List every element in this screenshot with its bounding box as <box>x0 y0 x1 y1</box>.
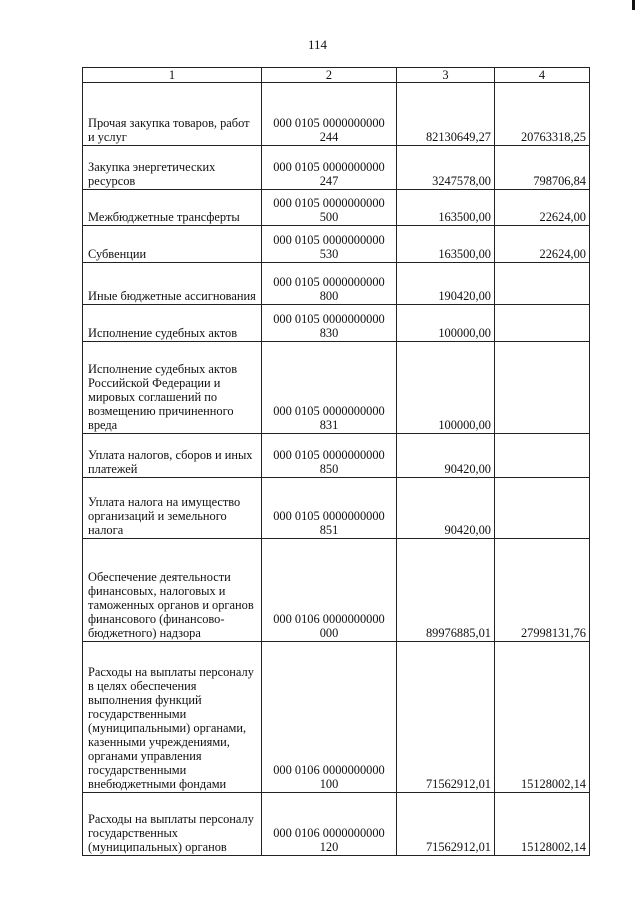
row-value-col3: 90420,00 <box>397 434 495 478</box>
row-name: Межбюджетные трансферты <box>83 190 262 226</box>
row-value-col3: 190420,00 <box>397 263 495 305</box>
row-value-col3: 100000,00 <box>397 305 495 342</box>
table-row <box>83 342 590 434</box>
row-value-col4: 22624,00 <box>495 226 590 263</box>
row-value-col3: 3247578,00 <box>397 146 495 190</box>
table-row <box>83 190 590 226</box>
page-number: 114 <box>307 37 328 52</box>
table-row <box>83 793 590 856</box>
row-value-col4 <box>495 342 590 434</box>
row-value-col3: 89976885,01 <box>397 539 495 642</box>
budget-table <box>82 67 590 856</box>
row-value-col3: 163500,00 <box>397 190 495 226</box>
row-value-col4: 15128002,14 <box>495 642 590 793</box>
row-name: Расходы на выплаты персоналу в целях обеспечения выполнения функций государственными (муниципальными) органами, казенными учреждениями, органами управления государственными внебюджетными фондами <box>83 642 262 793</box>
row-name: Исполнение судебных актов <box>83 305 262 342</box>
row-code: 000 0105 0000000000 500 <box>262 190 397 226</box>
row-value-col4: 798706,84 <box>495 146 590 190</box>
row-code: 000 0106 0000000000 100 <box>262 642 397 793</box>
row-code: 000 0105 0000000000 851 <box>262 478 397 539</box>
header-cell-4: 4 <box>495 68 590 83</box>
row-value-col3: 71562912,01 <box>397 642 495 793</box>
row-name: Уплата налогов, сборов и иных платежей <box>83 434 262 478</box>
row-value-col3: 163500,00 <box>397 226 495 263</box>
row-code: 000 0105 0000000000 530 <box>262 226 397 263</box>
table-row <box>83 642 590 793</box>
row-value-col4: 22624,00 <box>495 190 590 226</box>
table-row <box>83 478 590 539</box>
row-code: 000 0105 0000000000 247 <box>262 146 397 190</box>
row-code: 000 0105 0000000000 850 <box>262 434 397 478</box>
row-value-col4: 27998131,76 <box>495 539 590 642</box>
row-value-col4 <box>495 434 590 478</box>
row-value-col3: 90420,00 <box>397 478 495 539</box>
row-name: Прочая закупка товаров, работ и услуг <box>83 83 262 146</box>
row-name: Субвенции <box>83 226 262 263</box>
row-code: 000 0105 0000000000 830 <box>262 305 397 342</box>
row-value-col4 <box>495 263 590 305</box>
table-row <box>83 305 590 342</box>
header-row <box>83 68 590 83</box>
row-name: Обеспечение деятельности финансовых, налоговых и таможенных органов и органов финансового (финансово-бюджетного) надзора <box>83 539 262 642</box>
header-cell-1: 1 <box>83 68 262 83</box>
row-code: 000 0105 0000000000 800 <box>262 263 397 305</box>
table-row <box>83 83 590 146</box>
header-cell-2: 2 <box>262 68 397 83</box>
row-code: 000 0105 0000000000 831 <box>262 342 397 434</box>
table-row <box>83 263 590 305</box>
row-name: Расходы на выплаты персоналу государственных (муниципальных) органов <box>83 793 262 856</box>
row-value-col4 <box>495 305 590 342</box>
table-row <box>83 146 590 190</box>
row-value-col3: 82130649,27 <box>397 83 495 146</box>
row-value-col3: 71562912,01 <box>397 793 495 856</box>
row-value-col4: 20763318,25 <box>495 83 590 146</box>
row-value-col4 <box>495 478 590 539</box>
table-row <box>83 539 590 642</box>
row-value-col3: 100000,00 <box>397 342 495 434</box>
table-row <box>83 434 590 478</box>
table-row <box>83 226 590 263</box>
row-name: Уплата налога на имущество организаций и земельного налога <box>83 478 262 539</box>
row-code: 000 0105 0000000000 244 <box>262 83 397 146</box>
row-name: Закупка энергетических ресурсов <box>83 146 262 190</box>
row-name: Исполнение судебных актов Российской Федерации и мировых соглашений по возмещению причиненного вреда <box>83 342 262 434</box>
row-code: 000 0106 0000000000 120 <box>262 793 397 856</box>
header-cell-3: 3 <box>397 68 495 83</box>
row-code: 000 0106 0000000000 000 <box>262 539 397 642</box>
row-value-col4: 15128002,14 <box>495 793 590 856</box>
row-name: Иные бюджетные ассигнования <box>83 263 262 305</box>
